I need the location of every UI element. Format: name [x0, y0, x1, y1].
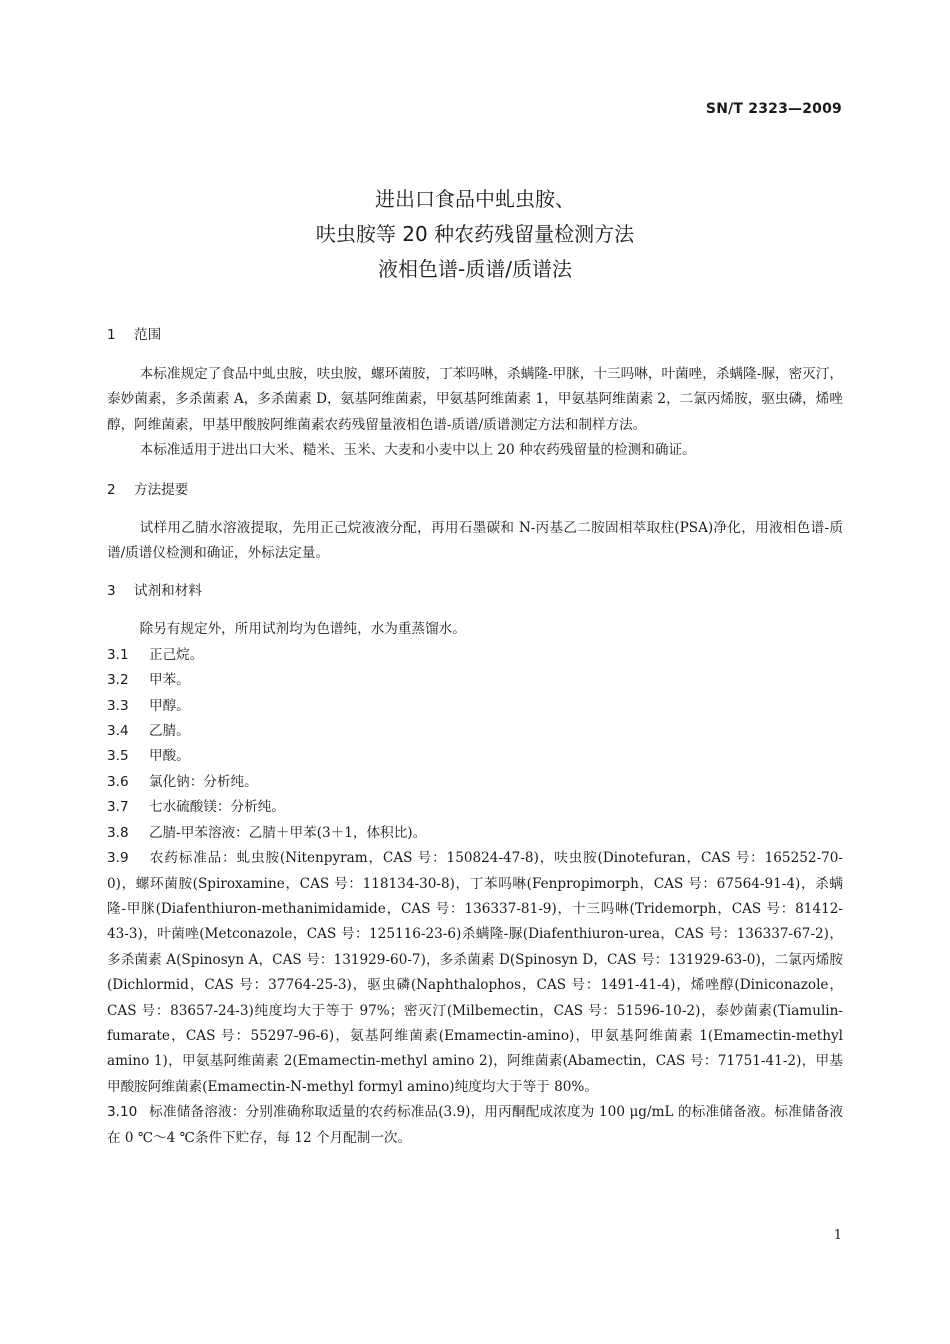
- item-number: 3.8: [107, 824, 129, 841]
- paragraph: 本标准规定了食品中虬虫胺，呋虫胺，螺环菌胺，丁苯吗啉，杀螨隆-甲脒，十三吗啉，叶菌唑，杀螨隆-脲，密灭汀，泰妙菌素，多杀菌素 A，多杀菌素 D，氨基阿维菌素，甲氨基阿维菌素 1，甲氨基阿维菌素 2，二氯丙烯胺，驱虫磷，烯唑醇，阿维菌素，甲基甲酸胺阿维菌素农药残留量液相色谱-质谱/质谱测定方法和制样方法。: [107, 366, 843, 433]
- section-title: 试剂和材料: [134, 583, 202, 600]
- list-item: [107, 744, 843, 769]
- list-item: [107, 694, 843, 719]
- item-number: 3.4: [107, 723, 129, 740]
- section-number: 2: [107, 481, 116, 498]
- document-body: [107, 322, 843, 1151]
- list-item: [107, 770, 843, 795]
- paragraph: 试样用乙腈水溶液提取，先用正己烷液液分配，再用石墨碳和 N-丙基乙二胺固相萃取柱(PSA)净化，用液相色谱-质谱/质谱仪检测和确证，外标法定量。: [107, 519, 843, 562]
- list-item: [107, 668, 843, 693]
- paragraph: 本标准适用于进出口大米、糙米、玉米、大麦和小麦中以上 20 种农药残留量的检测和确证。: [139, 442, 696, 459]
- item-number: 3.2: [107, 672, 129, 689]
- item-text: 农药标准品：虬虫胺(Nitenpyram，CAS 号：150824-47-8)，呋虫胺(Dinotefuran，CAS 号：165252-70-0)，螺环菌胺(Spiroxamine，CAS 号：118134-30-8)，丁苯吗啉(Fenpropimorph，CAS 号：67564-91-4)，杀螨隆-甲脒(Diafenthiuron-methanimidamide，CAS 号：136337-81-9)，十三吗啉(Tridemorph，CAS 号：81412-43-3)，叶菌唑(Metconazole，CAS 号：125116-23-6)杀螨隆-脲(Diafenthiuron-urea，CAS 号：136337-67-2)，多杀菌素 A(Spinosyn A，CAS 号：131929-60-7)，多杀菌素 D(Spinosyn D，CAS 号：131929-63-0)，二氯丙烯胺(Dichlormid，CAS 号：37764-25-3)，驱虫磷(Naphthalophos，CAS 号：1491-41-4)，烯唑醇(Diniconazole，CAS 号：83657-24-3)纯度均大于等于 97%；密灭汀(Milbemectin，CAS 号：51596-10-2)，泰妙菌素(Tiamulin-fumarate，CAS 号：55297-96-6)，氨基阿维菌素(Emamectin-amino)，甲氨基阿维菌素 1(Emamectin-methyl amino 1)，甲氨基阿维菌素 2(Emamectin-methyl amino 2)，阿维菌素(Abamectin，CAS 号：71751-41-2)，甲基甲酸胺阿维菌素(Emamectin-N-methyl formyl amino)纯度均大于等于 80%。: [107, 850, 843, 1095]
- list-item: [107, 719, 843, 744]
- item-text: 正己烷。: [149, 646, 204, 663]
- item-text: 甲酸。: [149, 748, 190, 765]
- standard-number: SN/T 2323—2009: [705, 101, 842, 117]
- item-number: 3.10: [107, 1104, 138, 1121]
- item-number: 3.3: [107, 697, 129, 714]
- list-item: [107, 1100, 843, 1151]
- section-3-heading: [107, 578, 843, 604]
- item-text: 七水硫酸镁：分析纯。: [149, 799, 285, 816]
- section-title: 方法提要: [134, 481, 189, 498]
- section-1-heading: [107, 322, 843, 348]
- document-title: [0, 182, 950, 287]
- item-text: 甲苯。: [149, 672, 190, 689]
- item-number: 3.6: [107, 773, 129, 790]
- item-text: 乙腈。: [149, 723, 190, 740]
- paragraph: 除另有规定外，所用试剂均为色谱纯，水为重蒸馏水。: [139, 621, 466, 638]
- section-title: 范围: [134, 327, 162, 343]
- list-item: [107, 846, 843, 1100]
- item-text: 乙腈-甲苯溶液：乙腈＋甲苯(3＋1，体积比)。: [149, 824, 427, 841]
- title-line-1: 进出口食品中虬虫胺、: [375, 187, 575, 211]
- item-text: 甲醇。: [149, 697, 190, 714]
- item-number: 3.7: [107, 799, 129, 816]
- list-item: [107, 821, 843, 846]
- item-text: 标准储备溶液：分别准确称取适量的农药标准品(3.9)，用丙酮配成浓度为 100 μg/mL 的标准储备液。标准储备液在 0 ℃～4 ℃条件下贮存，每 12 个月配制一次。: [107, 1104, 843, 1146]
- section-2-heading: [107, 477, 843, 503]
- title-line-3: 液相色谱-质谱/质谱法: [378, 257, 572, 281]
- item-text: 氯化钠：分析纯。: [149, 773, 258, 790]
- item-number: 3.9: [107, 850, 129, 867]
- list-item: [107, 643, 843, 668]
- list-item: [107, 795, 843, 820]
- title-line-2: 呋虫胺等 20 种农药残留量检测方法: [315, 222, 635, 246]
- item-number: 3.1: [107, 646, 129, 663]
- page-number: 1: [833, 1228, 842, 1243]
- section-number: 3: [107, 583, 116, 600]
- section-number: 1: [107, 327, 116, 343]
- item-number: 3.5: [107, 748, 129, 765]
